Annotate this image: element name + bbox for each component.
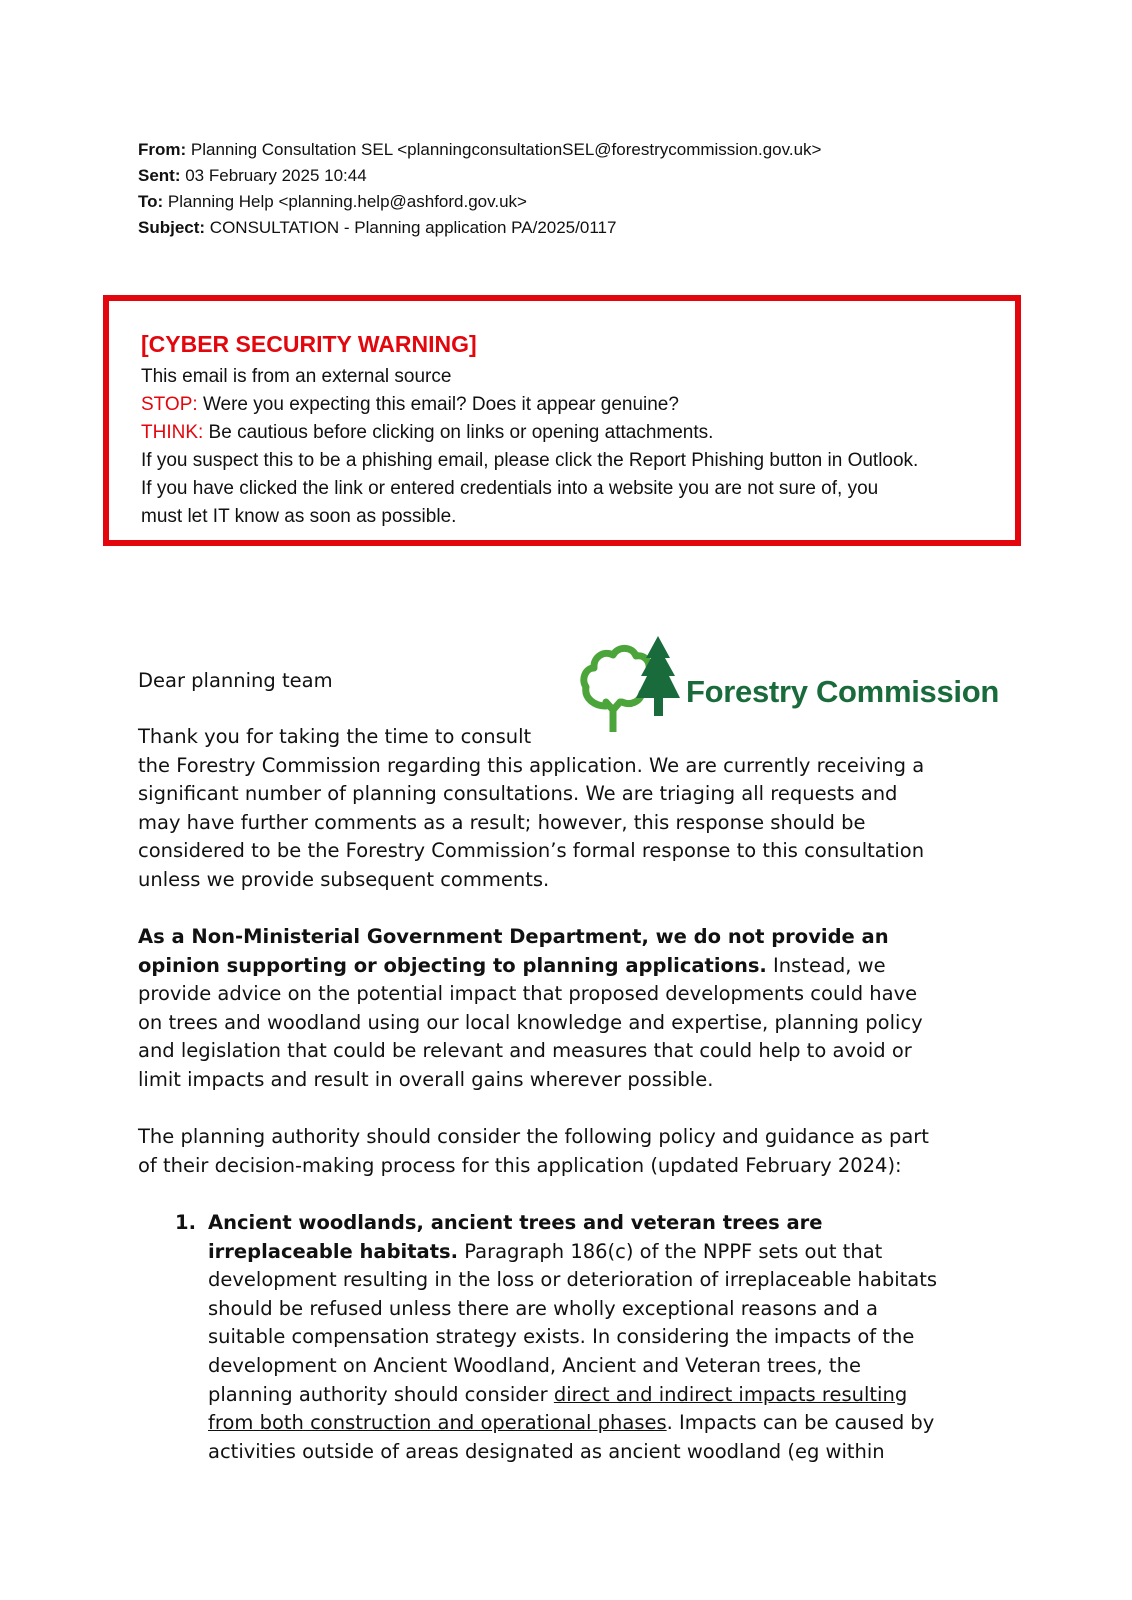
- warning-phishing-line: If you suspect this to be a phishing email, please click the Report Phishing button in Outlook.: [141, 450, 919, 471]
- to-value: Planning Help <planning.help@ashford.gov.uk>: [163, 192, 527, 211]
- paragraph-line: Thank you for taking the time to consult: [138, 725, 532, 748]
- list-bold-span: irreplaceable habitats.: [208, 1239, 459, 1263]
- greeting: Dear planning team: [138, 669, 333, 692]
- cyber-security-warning-box: [103, 295, 1021, 546]
- paragraph-line: unless we provide subsequent comments.: [138, 867, 550, 891]
- subject-value: CONSULTATION - Planning application PA/2025/0117: [205, 218, 617, 237]
- sent-label: Sent:: [138, 166, 181, 185]
- paragraph-line: the Forestry Commission regarding this application. We are currently receiving a: [138, 753, 925, 777]
- email-subject-row: [138, 215, 1038, 241]
- paragraph-bold-line: As a Non-Ministerial Government Department, we do not provide an: [138, 925, 889, 948]
- warning-stop-line: [141, 391, 1015, 419]
- paragraph-bold-span: opinion supporting or objecting to planning applications.: [138, 953, 767, 977]
- paragraph-line: provide advice on the potential impact that proposed developments could have: [138, 982, 918, 1006]
- email-sent-row: [138, 163, 1038, 189]
- paragraph-line: considered to be the Forestry Commission’s formal response to this consultation: [138, 839, 925, 863]
- subject-label: Subject:: [138, 218, 206, 237]
- tree-logo-icon: [580, 636, 690, 732]
- list-line: activities outside of areas designated as ancient woodland (eg within: [208, 1439, 885, 1463]
- list-item-number: 1.: [175, 1211, 196, 1234]
- warning-title: [CYBER SECURITY WARNING]: [141, 331, 477, 357]
- paragraph-line: and legislation that could be relevant and measures that could help to avoid or: [138, 1039, 912, 1063]
- paragraph-mixed-line: [138, 952, 923, 981]
- warning-external-source: This email is from an external source: [141, 366, 452, 387]
- email-to-row: [138, 189, 1038, 215]
- list-line: development resulting in the loss or deterioration of irreplaceable habitats: [208, 1268, 938, 1292]
- list-line: should be refused unless there are wholly exceptional reasons and a: [208, 1296, 878, 1320]
- paragraph-role: [138, 923, 923, 1095]
- list-text-span: Paragraph 186(c) of the NPPF sets out that: [458, 1239, 883, 1263]
- list-link-line: [208, 1409, 937, 1438]
- warning-think-line: [141, 419, 1015, 447]
- warning-credentials-line: If you have clicked the link or entered credentials into a website you are not sure of, you: [141, 478, 879, 499]
- list-item: [208, 1209, 937, 1466]
- warning-think-label: THINK:: [141, 422, 204, 443]
- warning-stop-label: STOP:: [141, 394, 198, 415]
- paragraph-line: may have further comments as a result; however, this response should be: [138, 810, 866, 834]
- email-header: [138, 137, 1038, 241]
- warning-let-it-know-line: must let IT know as soon as possible.: [141, 506, 457, 527]
- to-label: To:: [138, 192, 164, 211]
- list-text-span: planning authority should consider: [208, 1382, 554, 1406]
- list-text-span: . Impacts can be caused by: [666, 1411, 935, 1435]
- forestry-commission-logo: [580, 636, 1000, 732]
- paragraph-line: of their decision-making process for this application (updated February 2024):: [138, 1153, 902, 1177]
- list-mixed-line: [208, 1238, 937, 1267]
- paragraph-policy-intro: [138, 1123, 929, 1180]
- list-bold-line: Ancient woodlands, ancient trees and veteran trees are: [208, 1211, 823, 1234]
- list-link-line: [208, 1381, 937, 1410]
- from-value: Planning Consultation SEL <planningconsultationSEL@forestrycommission.gov.uk>: [186, 140, 822, 159]
- list-line: development on Ancient Woodland, Ancient and Veteran trees, the: [208, 1353, 861, 1377]
- paragraph-line: significant number of planning consultations. We are triaging all requests and: [138, 782, 898, 806]
- warning-think-text: Be cautious before clicking on links or opening attachments.: [203, 422, 714, 443]
- paragraph-intro: [138, 723, 924, 895]
- paragraph-line: The planning authority should consider the following policy and guidance as part: [138, 1125, 929, 1148]
- warning-stop-text: Were you expecting this email? Does it appear genuine?: [197, 394, 679, 415]
- email-from-row: [138, 137, 1038, 163]
- paragraph-text-span: Instead, we: [766, 953, 886, 977]
- sent-value: 03 February 2025 10:44: [180, 166, 367, 185]
- from-label: From:: [138, 140, 187, 159]
- list-line: suitable compensation strategy exists. In considering the impacts of the: [208, 1325, 915, 1349]
- paragraph-line: on trees and woodland using our local knowledge and expertise, planning policy: [138, 1010, 923, 1034]
- impacts-link-continued[interactable]: from both construction and operational phases: [208, 1411, 667, 1435]
- impacts-link[interactable]: direct and indirect impacts resulting: [553, 1382, 908, 1406]
- paragraph-line: limit impacts and result in overall gains wherever possible.: [138, 1067, 714, 1091]
- logo-wordmark: Forestry Commission: [686, 674, 999, 709]
